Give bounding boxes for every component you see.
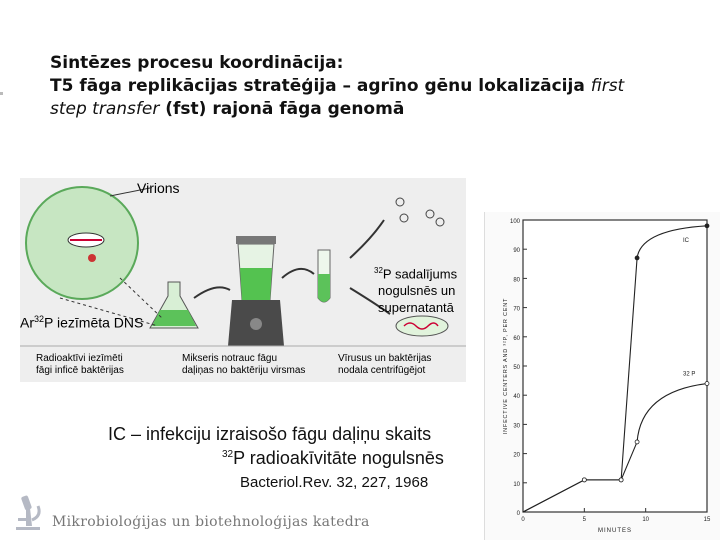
microscope-logo-icon <box>6 490 50 534</box>
y-tick-label: 10 <box>513 481 520 488</box>
ic-caption: IC – infekciju izraisošo fāgu daļiņu skaits <box>108 424 432 444</box>
distribution-line-3: supernatantā <box>378 300 454 316</box>
y-tick-label: 30 <box>513 423 520 430</box>
step-2-line-2: daļiņas no baktēriju virsmas <box>182 365 306 376</box>
labelled-dna-label <box>20 314 143 331</box>
series-label-p32: 32 P <box>683 371 696 378</box>
title-line-2-text: T5 fāga replikācijas stratēģija – agrīno gēnu lokalizācija <box>50 76 585 96</box>
step-2-line-1: Mikseris notrauc fāgu <box>182 353 278 364</box>
blender-liquid <box>240 268 272 300</box>
slide-marker-dot <box>0 92 3 95</box>
series-label-ic: IC <box>683 237 689 244</box>
step-1-caption <box>36 353 124 377</box>
phage-particle-2 <box>400 214 408 222</box>
series-point-p32 <box>705 382 709 386</box>
x-tick-label: 10 <box>642 517 650 523</box>
slide-title <box>50 52 690 121</box>
y-axis-label: INFECTIVE CENTERS AND ³²P, PER CENT <box>503 297 509 435</box>
y-tick-label: 50 <box>513 365 520 371</box>
y-tick-label: 80 <box>513 277 520 284</box>
blender-lid <box>236 236 276 244</box>
title-line-3-text: (fst) rajonā fāga genomā <box>165 99 405 119</box>
distribution-rest: P sadalījums <box>382 266 458 282</box>
distribution-label <box>374 262 457 316</box>
title-line-1: Sintēzes procesu koordinācija: <box>50 53 344 73</box>
y-tick-label: 100 <box>509 219 520 225</box>
x-tick-label: 0 <box>521 517 525 523</box>
step-3-line-1: Vīrusus un baktērijas <box>338 353 432 364</box>
phage-dot <box>88 254 96 262</box>
x-tick-label: 5 <box>582 517 587 523</box>
footer-department: Mikrobioloģijas un biotehnoloģijas katedra <box>52 514 370 530</box>
y-tick-label: 70 <box>513 306 520 313</box>
reference-caption: Bacteriol.Rev. 32, 227, 1968 <box>240 474 429 491</box>
x-axis-label: MINUTES <box>598 528 632 534</box>
title-line-3 <box>50 98 690 121</box>
arrow-1 <box>194 287 230 298</box>
phage-particle-3 <box>426 210 434 218</box>
labelled-dna-rest: P iezīmēta DNS <box>44 314 144 331</box>
distribution-sup: 32 <box>374 266 383 275</box>
phage-particle-4 <box>436 218 444 226</box>
y-tick-label: 0 <box>516 511 520 517</box>
step-1-line-1: Radioaktīvi iezīmēti <box>36 353 123 364</box>
y-tick-label: 90 <box>513 248 520 255</box>
title-line-2 <box>50 75 690 98</box>
distribution-line-1 <box>374 262 457 282</box>
virions-label: Virions <box>137 180 180 196</box>
p32-caption <box>222 448 444 469</box>
arrow-up <box>350 220 384 258</box>
bacterium-pellet <box>396 316 448 336</box>
labelled-dna-sup: 32 <box>34 314 45 324</box>
step-2-caption <box>182 353 305 377</box>
labelled-dna-prefix: Ar <box>20 314 34 331</box>
title-italic-step-transfer: step transfer <box>50 99 160 119</box>
plot-frame <box>523 220 707 512</box>
title-italic-first: first <box>590 76 625 96</box>
infection-plot-svg <box>485 212 720 540</box>
y-tick-label: 60 <box>513 335 520 342</box>
step-3-caption <box>338 353 431 377</box>
infection-plot <box>484 212 720 540</box>
series-point-p32 <box>582 478 586 482</box>
series-point-p32 <box>635 440 639 444</box>
distribution-line-2: nogulsnēs un <box>378 283 456 299</box>
phage-particle-1 <box>396 198 404 206</box>
zoom-line-1 <box>120 278 162 318</box>
x-tick-label: 15 <box>703 517 711 523</box>
p32-caption-text: P radioakīvitāte nogulsnēs <box>233 448 444 468</box>
tube-liquid <box>318 274 330 302</box>
y-tick-label: 20 <box>513 452 520 459</box>
y-tick-label: 40 <box>513 394 520 401</box>
arrow-2 <box>282 269 314 278</box>
p32-caption-sup: 32 <box>222 449 234 460</box>
series-point-ic <box>635 256 639 260</box>
step-1-line-2: fāgi inficē baktērijas <box>36 365 124 376</box>
step-3-line-2: nodala centrifūgējot <box>338 365 426 376</box>
series-point-ic <box>705 224 709 228</box>
series-point-p32 <box>619 478 623 482</box>
hershey-chase-diagram <box>20 178 466 382</box>
blender-knob <box>250 318 262 330</box>
